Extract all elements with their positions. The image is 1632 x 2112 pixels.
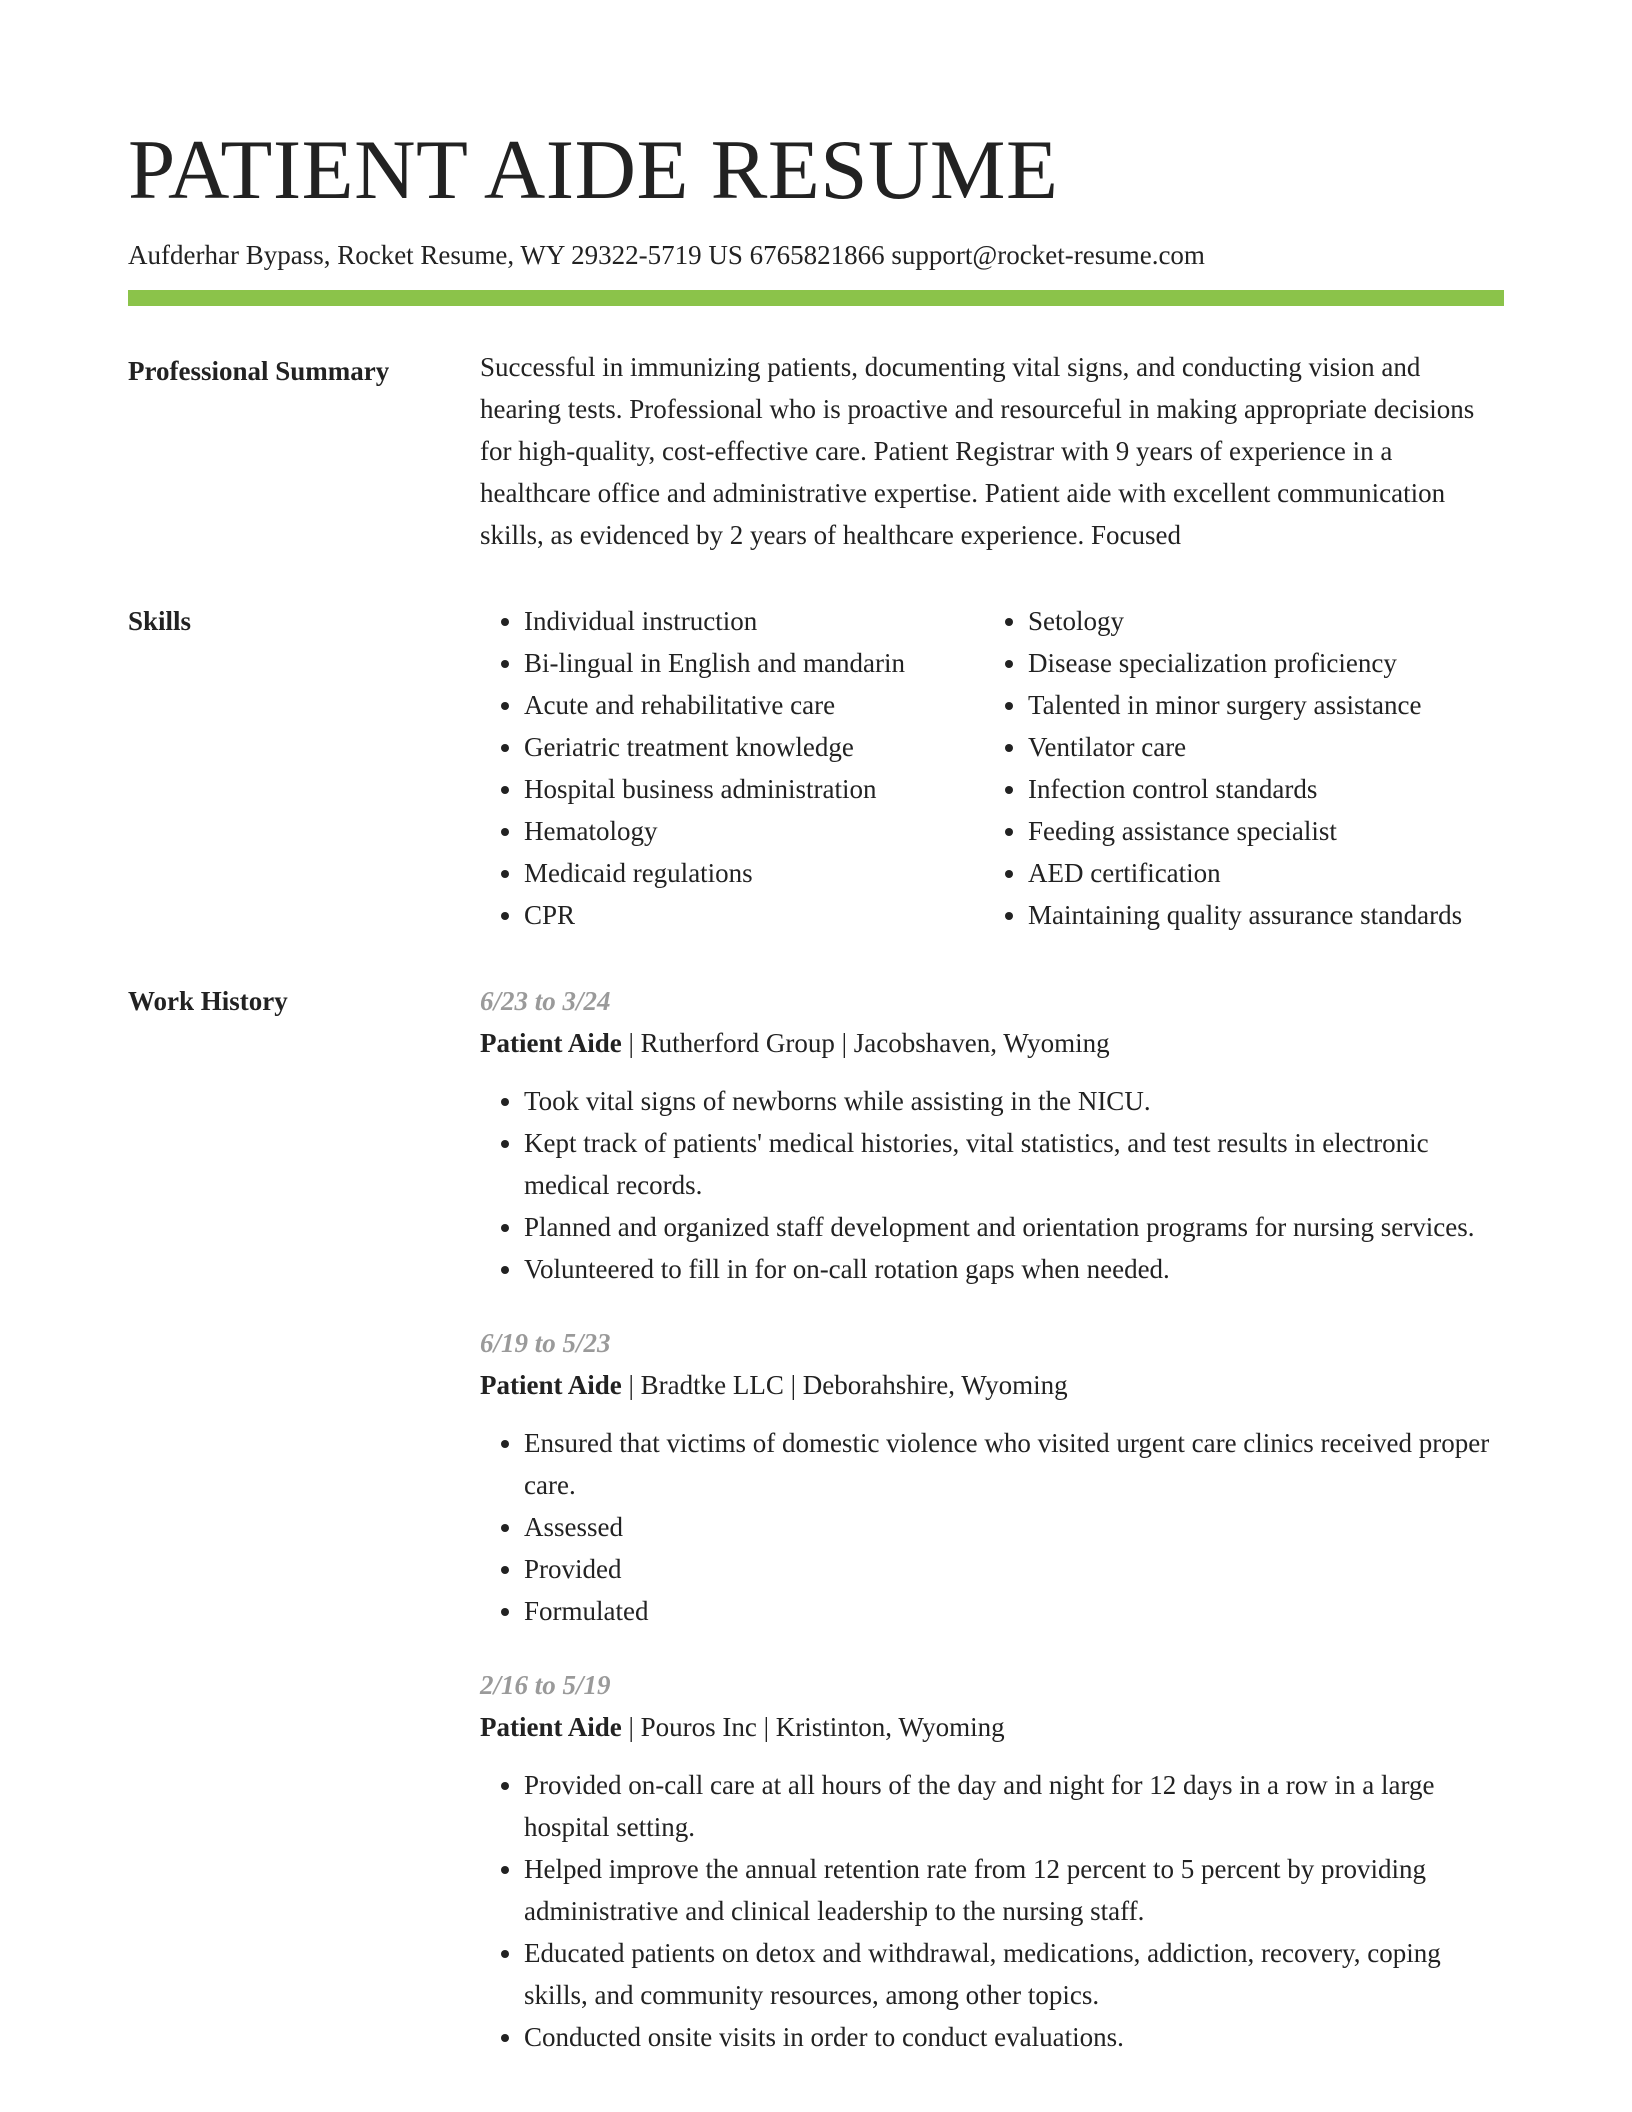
job-bullet: • Conducted onsite visits in order to conduct evaluations. — [524, 2016, 1504, 2058]
job-title: Patient Aide — [480, 1028, 622, 1058]
skill-item: • AED certification — [1028, 852, 1504, 894]
job-heading — [480, 1364, 1504, 1406]
skill-item: • Feeding assistance specialist — [1028, 810, 1504, 852]
skill-item: • Maintaining quality assurance standards — [1028, 894, 1504, 936]
skill-item: • Geriatric treatment knowledge — [524, 726, 984, 768]
job-details: | Bradtke LLC | Deborahshire, Wyoming — [621, 1370, 1068, 1400]
job-bullet: • Educated patients on detox and withdrawal, medications, addiction, recovery, coping skills, and community resources, among other topics. — [524, 1932, 1504, 2016]
job-bullet: • Provided on-call care at all hours of the day and night for 12 days in a row in a large hospital setting. — [524, 1764, 1504, 1848]
work-history-section — [128, 980, 1504, 2090]
skill-item: • Infection control standards — [1028, 768, 1504, 810]
skill-item: • Individual instruction — [524, 600, 984, 642]
job-details: | Pouros Inc | Kristinton, Wyoming — [621, 1712, 1005, 1742]
skill-item: • Ventilator care — [1028, 726, 1504, 768]
job-heading — [480, 1706, 1504, 1748]
job-bullet: • Provided — [524, 1548, 1504, 1590]
skill-item: • Hematology — [524, 810, 984, 852]
work-history-label: Work History — [128, 986, 288, 1016]
skills-section — [128, 600, 1504, 936]
job-entry — [480, 1664, 1504, 2058]
skills-label: Skills — [128, 606, 192, 636]
job-bullet: • Kept track of patients' medical histories, vital statistics, and test results in electronic medical records. — [524, 1122, 1504, 1206]
job-bullets — [480, 1764, 1504, 2058]
skills-column-left — [480, 600, 984, 936]
contact-line: Aufderhar Bypass, Rocket Resume, WY 29322-5719 US 6765821866 support@rocket-resume.com — [128, 240, 1205, 270]
job-title: Patient Aide — [480, 1370, 622, 1400]
skill-item: • Disease specialization proficiency — [1028, 642, 1504, 684]
skill-item: • Talented in minor surgery assistance — [1028, 684, 1504, 726]
skill-item: • Setology — [1028, 600, 1504, 642]
job-bullet: • Took vital signs of newborns while assisting in the NICU. — [524, 1080, 1504, 1122]
summary-text: Successful in immunizing patients, documenting vital signs, and conducting vision and hearing tests. Professional who is proactive and resourceful in making appropriate decisions for high-quality, cost-effective care. Patient Registrar with 9 years of experience in a healthcare office and administrative expertise. Patient aide with excellent communication skills, as evidenced by 2 years of healthcare experience. Focused — [480, 352, 1475, 550]
skill-item: • Medicaid regulations — [524, 852, 984, 894]
skill-item: • Bi-lingual in English and mandarin — [524, 642, 984, 684]
accent-divider — [128, 290, 1504, 306]
job-entry — [480, 1322, 1504, 1632]
skill-item: • Hospital business administration — [524, 768, 984, 810]
job-bullet: • Volunteered to fill in for on-call rotation gaps when needed. — [524, 1248, 1504, 1290]
job-bullet: • Planned and organized staff development and orientation programs for nursing services. — [524, 1206, 1504, 1248]
job-heading — [480, 1022, 1504, 1064]
resume-page — [128, 0, 1504, 2090]
job-dates: 2/16 to 5/19 — [480, 1670, 611, 1700]
job-details: | Rutherford Group | Jacobshaven, Wyoming — [621, 1028, 1110, 1058]
job-bullet: • Formulated — [524, 1590, 1504, 1632]
summary-section — [128, 350, 1504, 556]
resume-title: PATIENT AIDE RESUME — [128, 123, 1059, 217]
job-bullet: • Assessed — [524, 1506, 1504, 1548]
job-dates: 6/19 to 5/23 — [480, 1328, 611, 1358]
skill-item: • Acute and rehabilitative care — [524, 684, 984, 726]
job-bullets — [480, 1080, 1504, 1290]
skill-item: • CPR — [524, 894, 984, 936]
job-bullets — [480, 1422, 1504, 1632]
summary-label: Professional Summary — [128, 356, 390, 386]
job-dates: 6/23 to 3/24 — [480, 986, 611, 1016]
job-title: Patient Aide — [480, 1712, 622, 1742]
skills-column-right — [984, 600, 1504, 936]
job-bullet: • Helped improve the annual retention rate from 12 percent to 5 percent by providing administrative and clinical leadership to the nursing staff. — [524, 1848, 1504, 1932]
job-entry — [480, 980, 1504, 1290]
job-bullet: • Ensured that victims of domestic violence who visited urgent care clinics received proper care. — [524, 1422, 1504, 1506]
